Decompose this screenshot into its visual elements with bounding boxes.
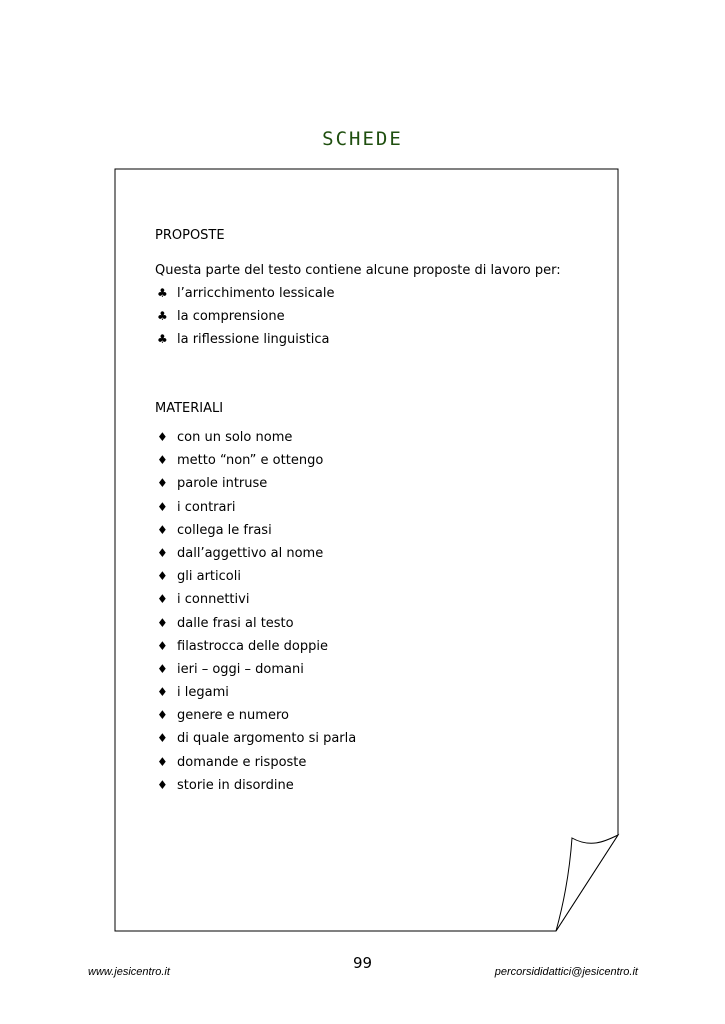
diamond-icon: ♦ [157,522,168,537]
list-item [157,704,356,727]
list-item-text: collega le frasi [177,522,272,538]
club-icon: ♣ [157,309,168,324]
list-item-text: genere e numero [177,708,289,724]
materiali-list [157,426,356,797]
list-item-text: i connettivi [177,592,250,608]
diamond-icon: ♦ [157,545,168,560]
diamond-icon: ♦ [157,569,168,584]
list-item-text: i legami [177,685,229,701]
diamond-icon: ♦ [157,777,168,792]
club-icon: ♣ [157,332,168,347]
list-item-text: filastrocca delle doppie [177,638,328,654]
list-item [157,472,356,495]
footer-email: percorsididattici@jesicentro.it [494,966,638,978]
proposte-intro: Questa parte del testo contiene alcune proposte di lavoro per: [155,263,561,278]
list-item [157,774,356,797]
list-item [157,727,356,750]
list-item [157,426,356,449]
diamond-icon: ♦ [157,453,168,468]
list-item [157,565,356,588]
diamond-icon: ♦ [157,731,168,746]
list-item-text: parole intruse [177,476,268,492]
list-item-text: l’arricchimento lessicale [177,286,335,301]
list-item [157,635,356,658]
list-item-text: ieri – oggi – domani [177,661,304,677]
list-item [157,449,356,472]
list-item-text: domande e risposte [177,754,307,770]
page-title: SCHEDE [322,128,403,150]
diamond-icon: ♦ [157,685,168,700]
diamond-icon: ♦ [157,592,168,607]
list-item-text: metto “non” e ottengo [177,453,324,469]
list-item [157,282,335,305]
list-item-text: dalle frasi al testo [177,615,294,631]
list-item [157,612,356,635]
list-item [157,681,356,704]
list-item-text: storie in disordine [177,777,294,793]
list-item [157,658,356,681]
diamond-icon: ♦ [157,476,168,491]
list-item [157,328,335,351]
footer-website: www.jesicentro.it [88,966,170,978]
diamond-icon: ♦ [157,708,168,723]
page-number: 99 [352,954,373,972]
list-item-text: gli articoli [177,569,241,585]
proposte-heading: PROPOSTE [155,228,225,243]
list-item-text: dall’aggettivo al nome [177,545,324,561]
list-item [157,751,356,774]
proposte-list [157,282,335,352]
list-item [157,588,356,611]
list-item [157,496,356,519]
diamond-icon: ♦ [157,615,168,630]
list-item-text: la riflessione linguistica [177,332,330,348]
diamond-icon: ♦ [157,754,168,769]
list-item-text: con un solo nome [177,430,293,445]
club-icon: ♣ [157,286,168,300]
list-item [157,542,356,565]
page-curl [556,835,618,931]
diamond-icon: ♦ [157,499,168,514]
list-item-text: i contrari [177,499,236,515]
materiali-heading: MATERIALI [155,401,224,416]
list-item-text: la comprensione [177,309,285,325]
diamond-icon: ♦ [157,661,168,676]
list-item [157,305,335,328]
diamond-icon: ♦ [157,638,168,653]
list-item [157,519,356,542]
diamond-icon: ♦ [157,430,168,444]
list-item-text: di quale argomento si parla [177,731,357,747]
